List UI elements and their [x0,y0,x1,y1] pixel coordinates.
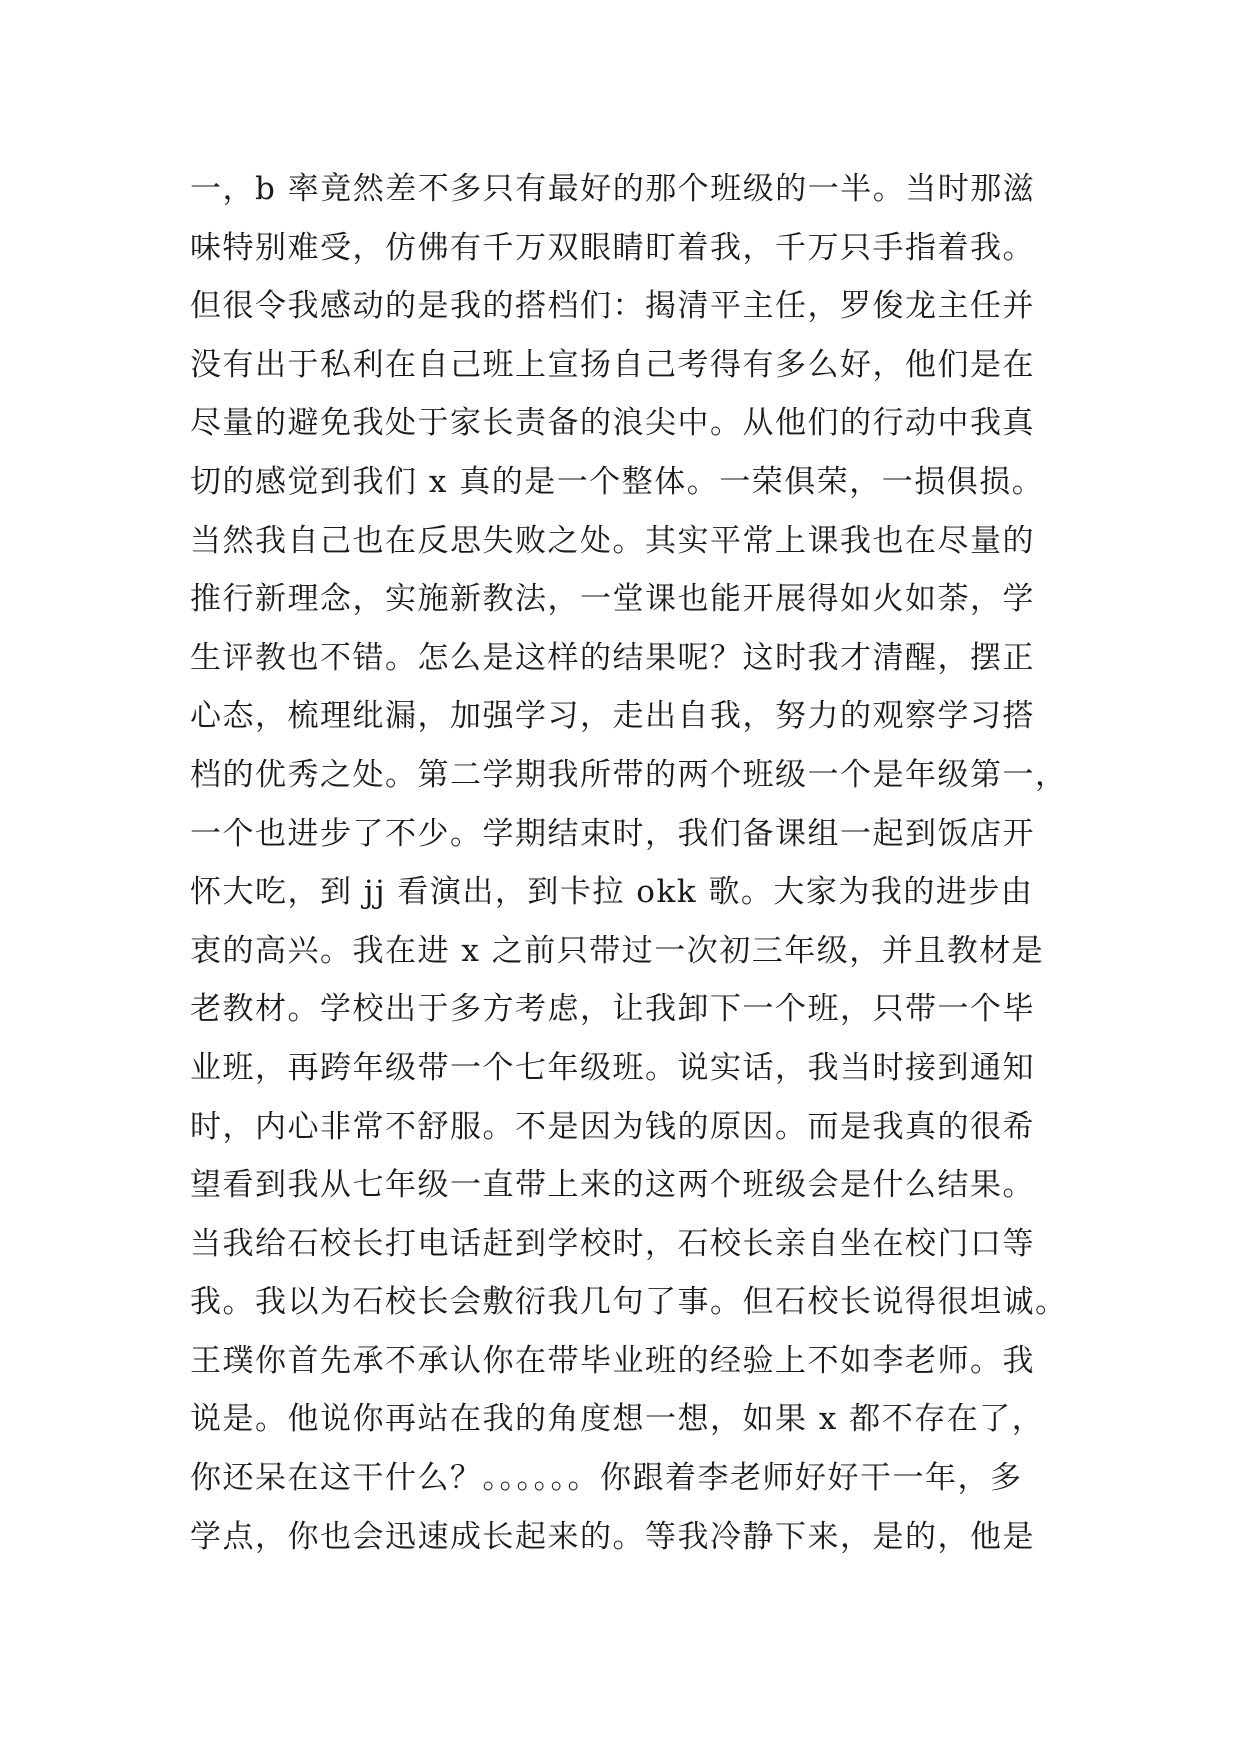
text-line: 当我给石校长打电话赶到学校时，石校长亲自坐在校门口等 [190,1225,1035,1262]
text-line: 一个也进步了不少。学期结束时，我们备课组一起到饭店开 [190,815,1035,852]
text-line: 时，内心非常不舒服。不是因为钱的原因。而是我真的很希 [190,1108,1035,1145]
text-line: 怀大吃，到 jj 看演出，到卡拉 okk 歌。大家为我的进步由 [190,874,1034,911]
text-line: 你还呆在这干什么？。。。。。。你跟着李老师好好干一年，多 [190,1460,1023,1497]
text-line: 心态，梳理纰漏，加强学习，走出自我，努力的观察学习搭 [190,698,1035,735]
text-line: 味特别难受，仿佛有千万双眼睛盯着我，千万只手指着我。 [190,229,1035,266]
text-line: 我。我以为石校长会敷衍我几句了事。但石校长说得很坦诚。 [190,1284,1068,1321]
text-line: 生评教也不错。怎么是这样的结果呢？这时我才清醒，摆正 [190,639,1035,676]
text-line: 望看到我从七年级一直带上来的这两个班级会是什么结果。 [190,1167,1035,1204]
text-line: 学点，你也会迅速成长起来的。等我冷静下来，是的，他是 [190,1518,1035,1555]
text-line: 档的优秀之处。第二学期我所带的两个班级一个是年级第一， [190,756,1068,793]
text-line: 没有出于私利在自己班上宣扬自己考得有多么好，他们是在 [190,346,1035,383]
text-line: 说是。他说你再站在我的角度想一想，如果 x 都不存在了， [190,1401,1045,1438]
text-line: 老教材。学校出于多方考虑，让我卸下一个班，只带一个毕 [190,991,1035,1028]
text-line: 衷的高兴。我在进 x 之前只带过一次初三年级，并且教材是 [190,932,1045,969]
text-line: 尽量的避免我处于家长责备的浪尖中。从他们的行动中我真 [190,405,1035,442]
text-line: 但很令我感动的是我的搭档们：揭清平主任，罗俊龙主任并 [190,288,1035,325]
text-line: 业班，再跨年级带一个七年级班。说实话，我当时接到通知 [190,1049,1035,1086]
text-line: 推行新理念，实施新教法，一堂课也能开展得如火如荼，学 [190,581,1035,618]
text-line: 切的感觉到我们 x 真的是一个整体。一荣俱荣，一损俱损。 [190,463,1045,500]
text-line: 王璞你首先承不承认你在带毕业班的经验上不如李老师。我 [190,1342,1035,1379]
text-line: 一，b 率竟然差不多只有最好的那个班级的一半。当时那滋 [190,171,1036,207]
body-text [190,160,1070,1566]
text-line: 当然我自己也在反思失败之处。其实平常上课我也在尽量的 [190,522,1035,559]
